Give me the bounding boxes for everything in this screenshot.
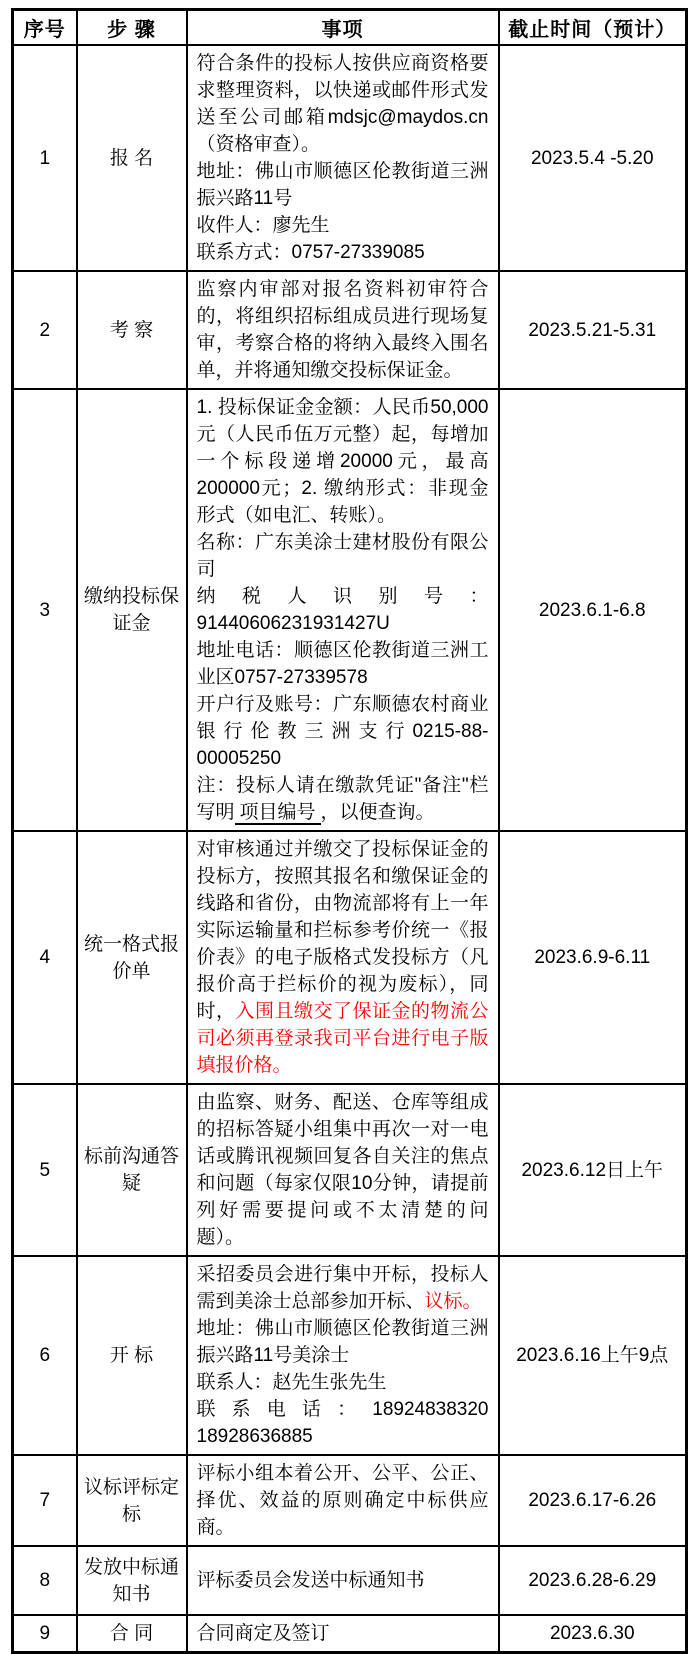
item-paragraph bbox=[197, 1567, 489, 1594]
cell-step: 标前沟通答疑 bbox=[77, 1084, 187, 1256]
item-text: 联系方式：0757-27339085 bbox=[196, 242, 425, 263]
item-text: 注：投标人请在缴款凭证"备注"栏写明 bbox=[196, 775, 489, 823]
item-paragraph bbox=[197, 529, 489, 583]
item-paragraph bbox=[197, 1369, 489, 1396]
cell-step: 报 名 bbox=[77, 45, 187, 271]
item-text: 符合条件的投标人按供应商资格要求整理资料，以快递或邮件形式发送至公司邮箱mdsjc@maydos.cn（资格审查）。 bbox=[196, 53, 489, 155]
table-row bbox=[13, 45, 687, 271]
header-deadline: 截止时间（预计） bbox=[499, 10, 687, 46]
cell-items bbox=[187, 1084, 499, 1256]
table-row bbox=[13, 1546, 687, 1615]
item-paragraph bbox=[197, 691, 489, 772]
cell-step: 议标评标定标 bbox=[77, 1455, 187, 1546]
cell-deadline: 2023.6.1-6.8 bbox=[499, 389, 687, 831]
cell-deadline: 2023.5.4 -5.20 bbox=[499, 45, 687, 271]
item-paragraph bbox=[197, 158, 489, 212]
item-text: 由监察、财务、配送、仓库等组成的招标答疑小组集中再次一对一电话或腾讯视频回复各自关注的焦点和问题（每家仅限10分钟，请提前列好需要提问或不太清楚的问题）。 bbox=[196, 1092, 489, 1248]
item-text-red: 议标。 bbox=[424, 1291, 482, 1312]
cell-row-number: 5 bbox=[13, 1084, 77, 1256]
item-text: 联系电话：18924838320 18928636885 bbox=[196, 1399, 489, 1447]
item-text: 采招委员会进行集中开标，投标人需到美涂士总部参加开标、 bbox=[196, 1264, 489, 1312]
cell-items bbox=[187, 1256, 499, 1455]
table-row bbox=[13, 271, 687, 389]
item-paragraph bbox=[197, 1315, 489, 1369]
cell-items bbox=[187, 45, 499, 271]
item-paragraph bbox=[197, 394, 489, 529]
item-text-underlined: 项目编号 bbox=[235, 802, 321, 825]
cell-items bbox=[187, 271, 499, 389]
cell-row-number: 6 bbox=[13, 1256, 77, 1455]
table-header bbox=[13, 10, 687, 46]
header-items: 事项 bbox=[187, 10, 499, 46]
cell-deadline: 2023.6.30 bbox=[499, 1615, 687, 1653]
item-paragraph bbox=[197, 836, 489, 1079]
table-row bbox=[13, 1615, 687, 1653]
table-row bbox=[13, 1084, 687, 1256]
cell-deadline: 2023.6.28-6.29 bbox=[499, 1546, 687, 1615]
header-no: 序号 bbox=[13, 10, 77, 46]
item-text: 名称：广东美涂士建材股份有限公司 bbox=[196, 532, 489, 580]
table-body bbox=[13, 45, 687, 1653]
cell-step: 考 察 bbox=[77, 271, 187, 389]
cell-row-number: 1 bbox=[13, 45, 77, 271]
item-text: 地址电话：顺德区伦教街道三洲工业区0757-27339578 bbox=[196, 640, 489, 688]
cell-row-number: 7 bbox=[13, 1455, 77, 1546]
item-paragraph bbox=[197, 1396, 489, 1450]
cell-row-number: 2 bbox=[13, 271, 77, 389]
cell-deadline: 2023.6.12日上午 bbox=[499, 1084, 687, 1256]
item-text: 收件人：廖先生 bbox=[196, 215, 330, 236]
cell-deadline: 2023.6.17-6.26 bbox=[499, 1455, 687, 1546]
item-text: 纳税人识别号：91440606231931427U bbox=[196, 586, 489, 634]
cell-deadline: 2023.5.21-5.31 bbox=[499, 271, 687, 389]
cell-items bbox=[187, 1546, 499, 1615]
cell-deadline: 2023.6.16上午9点 bbox=[499, 1256, 687, 1455]
item-paragraph bbox=[197, 583, 489, 637]
cell-step: 发放中标通知书 bbox=[77, 1546, 187, 1615]
item-paragraph bbox=[197, 276, 489, 384]
item-text: 联系人：赵先生张先生 bbox=[196, 1372, 387, 1393]
header-row bbox=[13, 10, 687, 46]
item-paragraph bbox=[197, 1620, 489, 1647]
table-row bbox=[13, 389, 687, 831]
item-text: 评标委员会发送中标通知书 bbox=[196, 1570, 425, 1591]
cell-step: 统一格式报价单 bbox=[77, 831, 187, 1084]
cell-step: 开 标 bbox=[77, 1256, 187, 1455]
item-text: 地址：佛山市顺德区伦教街道三洲振兴路11号 bbox=[196, 161, 489, 209]
table-row bbox=[13, 1455, 687, 1546]
item-paragraph bbox=[197, 772, 489, 826]
cell-row-number: 9 bbox=[13, 1615, 77, 1653]
item-paragraph bbox=[197, 50, 489, 158]
bidding-schedule-table bbox=[11, 8, 688, 1654]
cell-row-number: 3 bbox=[13, 389, 77, 831]
item-text: 评标小组本着公开、公平、公正、择优、效益的原则确定中标供应商。 bbox=[196, 1463, 489, 1538]
cell-row-number: 8 bbox=[13, 1546, 77, 1615]
item-text: ，以便查询。 bbox=[320, 802, 435, 823]
cell-items bbox=[187, 1615, 499, 1653]
cell-step: 缴纳投标保证金 bbox=[77, 389, 187, 831]
item-paragraph bbox=[197, 1460, 489, 1541]
item-paragraph bbox=[197, 1261, 489, 1315]
cell-items bbox=[187, 1455, 499, 1546]
item-paragraph bbox=[197, 637, 489, 691]
item-paragraph bbox=[197, 1089, 489, 1251]
item-text: 地址：佛山市顺德区伦教街道三洲振兴路11号美涂士 bbox=[196, 1318, 489, 1366]
table-row bbox=[13, 1256, 687, 1455]
cell-deadline: 2023.6.9-6.11 bbox=[499, 831, 687, 1084]
item-text: 监察内审部对报名资料初审符合的，将组织招标组成员进行现场复审，考察合格的将纳入最终入围名单，并将通知缴交投标保证金。 bbox=[196, 279, 489, 381]
table-row bbox=[13, 831, 687, 1084]
cell-items bbox=[187, 831, 499, 1084]
cell-step: 合 同 bbox=[77, 1615, 187, 1653]
item-text: 合同商定及签订 bbox=[196, 1623, 330, 1644]
cell-row-number: 4 bbox=[13, 831, 77, 1084]
item-text-red: 入围且缴交了保证金的物流公司必须再登录我司平台进行电子版填报价格。 bbox=[196, 1001, 489, 1076]
item-text: 对审核通过并缴交了投标保证金的投标方，按照其报名和缴保证金的线路和省份，由物流部将有上一年实际运输量和拦标参考价统一《报价表》的电子版格式发投标方（凡报价高于拦标价的视为废标），同时， bbox=[196, 839, 489, 1022]
cell-items bbox=[187, 389, 499, 831]
item-text: 开户行及账号：广东顺德农村商业银行伦教三洲支行0215-88-00005250 bbox=[196, 694, 489, 769]
item-text: 1. 投标保证金金额：人民币50,000元（人民币伍万元整）起，每增加一个标段递增20000元，最高200000元；2. 缴纳形式：非现金形式（如电汇、转账）。 bbox=[196, 397, 489, 526]
header-step: 步 骤 bbox=[77, 10, 187, 46]
item-paragraph bbox=[197, 239, 489, 266]
item-paragraph bbox=[197, 212, 489, 239]
